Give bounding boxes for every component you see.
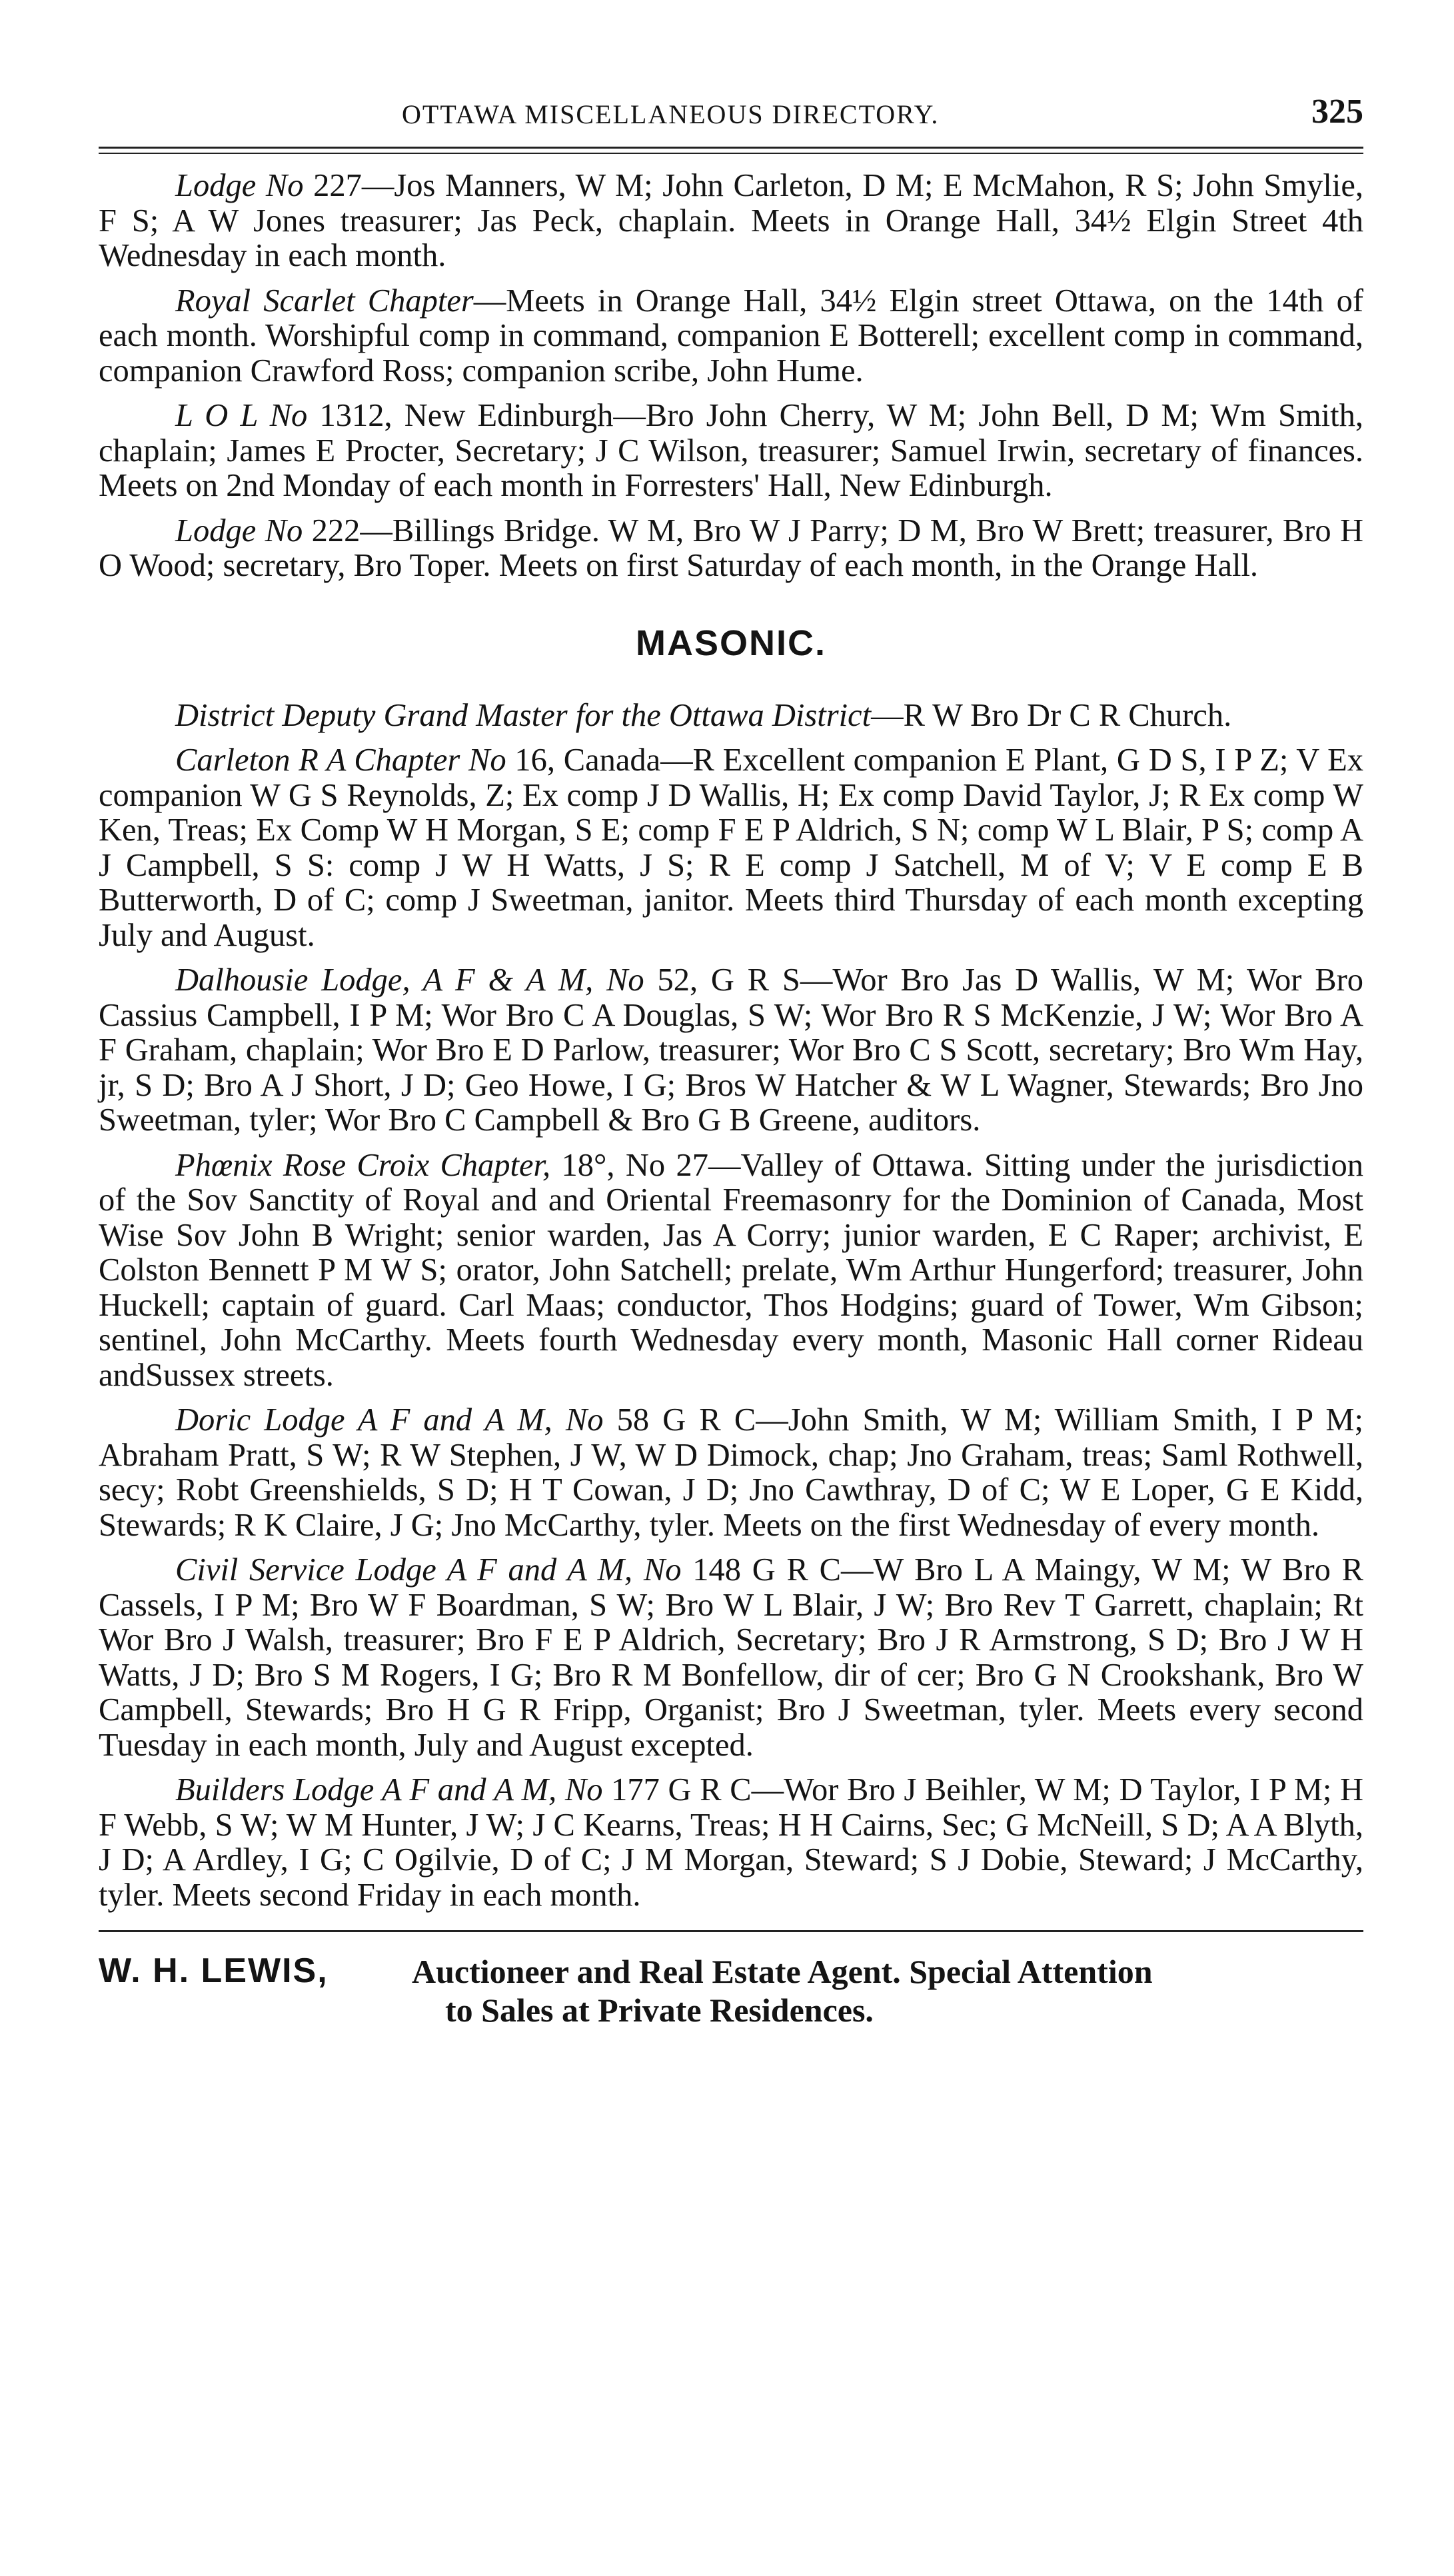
entry-lodge-222	[99, 514, 1363, 584]
entry-title: Lodge No	[175, 513, 303, 549]
advert-line-1: Auctioneer and Real Estate Agent. Special Attention	[412, 1953, 1153, 1990]
entry-title: Lodge No	[175, 168, 304, 203]
entry-text: 227—Jos Manners, W M; John Carleton, D M; E McMahon, R S; John Smylie, F S; A W Jones treasurer; Jas Peck, chaplain. Meets in Orange Hall, 34½ Elgin Street 4th Wednesday in each month.	[99, 168, 1363, 273]
entry-text: 148 G R C—W Bro L A Maingy, W M; W Bro R Cassels, I P M; Bro W F Boardman, S W; Bro W L Blair, J W; Bro Rev T Garrett, chaplain; Rt Wor Bro J Walsh, treasurer; Bro F E P Aldrich, Secretary; Bro J R Armstrong, S D; Bro J W H Watts, J D; Bro S M Rogers, I G; Bro R M Bonfellow, dir of cer; Bro G N Crookshank, Bro W Campbell, Stewards; Bro H G R Fripp, Organist; Bro J Sweetman, tyler. Meets every second Tuesday in each month, July and August excepted.	[99, 1552, 1363, 1763]
entry-title: Phœnix Rose Croix Chapter,	[175, 1147, 551, 1183]
entry-phoenix-rose-croix	[99, 1148, 1363, 1394]
entry-civil-service-lodge	[99, 1553, 1363, 1763]
running-header	[99, 87, 1363, 140]
entry-text: —R W Bro Dr C R Church.	[871, 697, 1232, 733]
entry-text: 1312, New Edinburgh—Bro John Cherry, W M; John Bell, D M; Wm Smith, chaplain; James E Procter, Secretary; J C Wilson, treasurer; Samuel Irwin, secretary of finances. Meets on 2nd Monday of each month in Forresters' Hall, New Edinburgh.	[99, 398, 1363, 503]
entry-title: Builders Lodge A F and A M, No	[175, 1772, 603, 1808]
running-title: OTTAWA MISCELLANEOUS DIRECTORY.	[402, 99, 940, 129]
entry-text: 177 G R C—Wor Bro J Beihler, W M; D Taylor, I P M; H F Webb, S W; W M Hunter, J W; J C Kearns, Treas; H H Cairns, Sec; G McNeill, S D; A A Blyth, J D; A Ardley, I G; C Ogilvie, D of C; J M Morgan, Steward; S J Dobie, Steward; J McCarthy, tyler. Meets second Friday in each month.	[99, 1772, 1363, 1913]
footer-rule	[99, 1930, 1363, 1932]
page-number: 325	[1311, 93, 1363, 131]
footer-advertisement	[99, 1951, 1363, 2044]
entry-lodge-227	[99, 169, 1363, 274]
section-heading-masonic: MASONIC.	[636, 623, 826, 663]
entry-builders-lodge	[99, 1773, 1363, 1913]
advertiser-name: W. H. LEWIS,	[99, 1951, 329, 1990]
entry-title: Royal Scarlet Chapter	[175, 283, 474, 319]
entry-text: 16, Canada—R Excellent companion E Plant, G D S, I P Z; V Ex companion W G S Reynolds, Z; Ex comp J D Wallis, H; Ex comp David Taylor, J; R Ex comp W Ken, Treas; Ex Comp W H Morgan, S E; comp F E P Aldrich, S N; comp W L Blair, P S; comp A J Campbell, S S: comp J W H Watts, J S; R E comp J Satchell, M of V; V E comp E B Butterworth, D of C; comp J Sweetman, janitor. Meets third Thursday of each month excepting July and August.	[99, 742, 1363, 953]
entry-text: —Meets in Orange Hall, 34½ Elgin street Ottawa, on the 14th of each month. Worshipful comp in command, companion E Botterell; excellent comp in command, companion Crawford Ross; companion scribe, John Hume.	[99, 283, 1363, 389]
entry-text: 222—Billings Bridge. W M, Bro W J Parry; D M, Bro W Brett; treasurer, Bro H O Wood; secretary, Bro Toper. Meets on first Saturday of each month, in the Orange Hall.	[99, 513, 1363, 583]
entry-text: 18°, No 27—Valley of Ottawa. Sitting under the jurisdiction of the Sov Sanctity of Royal and and Oriental Freemasonry for the Dominion of Canada, Most Wise Sov John B Wright; senior warden, Jas A Corry; junior warden, E C Raper; archivist, E Colston Bennett P M W S; orator, John Satchell; prelate, Wm Arthur Hungerford; treasurer, John Huckell; captain of guard. Carl Maas; conductor, Thos Hodgins; guard of Tower, Wm Gibson; sentinel, John McCarthy. Meets fourth Wednesday every month, Masonic Hall corner Rideau andSussex streets.	[99, 1147, 1363, 1393]
entry-text: 58 G R C—John Smith, W M; William Smith, I P M; Abraham Pratt, S W; R W Stephen, J W, W D Dimock, chap; Jno Graham, treas; Saml Rothwell, secy; Robt Greenshields, S D; H T Cowan, J D; Jno Cawthray, D of C; W E Loper, G E Kidd, Stewards; R K Claire, J G; Jno McCarthy, tyler. Meets on the first Wednesday of every month.	[99, 1402, 1363, 1543]
entry-title: Dalhousie Lodge, A F & A M, No	[175, 962, 644, 998]
advert-line-2: to Sales at Private Residences.	[445, 1991, 874, 2029]
entry-title: Carleton R A Chapter No	[175, 742, 506, 778]
entry-district-deputy	[99, 698, 1363, 734]
entry-title: L O L No	[175, 398, 308, 433]
entry-title: Civil Service Lodge A F and A M, No	[175, 1552, 682, 1588]
entry-doric-lodge	[99, 1403, 1363, 1543]
header-rule	[99, 147, 1363, 154]
entry-dalhousie-lodge	[99, 963, 1363, 1138]
directory-page	[99, 87, 1363, 2044]
entry-text: 52, G R S—Wor Bro Jas D Wallis, W M; Wor Bro Cassius Campbell, I P M; Wor Bro C A Douglas, S W; Wor Bro R S McKenzie, J W; Wor Bro A F Graham, chaplain; Wor Bro E D Parlow, treasurer; Wor Bro C S Scott, secretary; Bro Wm Hay, jr, S D; Bro A J Short, J D; Geo Howe, I G; Bros W Hatcher & W L Wagner, Stewards; Bro Jno Sweetman, tyler; Wor Bro C Campbell & Bro G B Greene, auditors.	[99, 962, 1363, 1138]
entry-title: Doric Lodge A F and A M, No	[175, 1402, 604, 1438]
entry-carleton-ra-chapter	[99, 743, 1363, 953]
entry-royal-scarlet-chapter	[99, 284, 1363, 389]
entry-title: District Deputy Grand Master for the Ottawa District	[175, 697, 872, 733]
entry-lol-1312	[99, 399, 1363, 504]
